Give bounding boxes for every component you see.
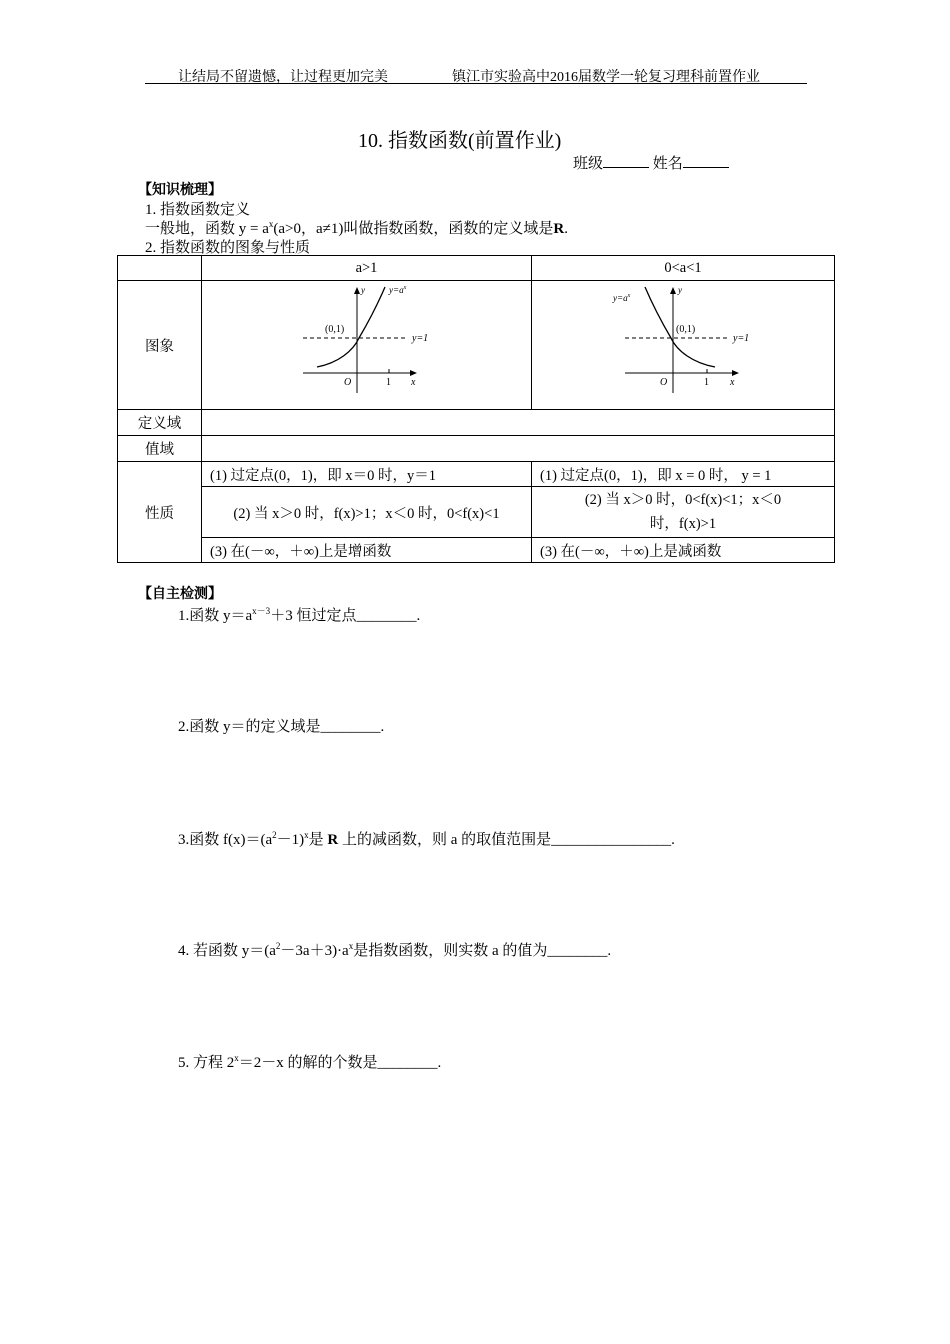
q3-sup1: 2 [272, 830, 277, 840]
line-label: y=1 [732, 333, 749, 344]
question-1 [178, 604, 420, 625]
name-blank[interactable] [683, 153, 729, 168]
q3-mid: －1) [276, 832, 305, 848]
x-axis-label: x [729, 377, 734, 388]
prop1-decreasing: (1) 过定点(0，1)，即 x = 0 时， y = 1 [532, 462, 835, 487]
range-answer-cell[interactable] [202, 436, 835, 462]
point-label: (0,1) [675, 324, 695, 335]
question-5 [178, 1051, 441, 1072]
graph-decreasing-cell [532, 281, 835, 410]
q1-sup: x－3 [252, 606, 271, 616]
def-R: R [553, 221, 565, 237]
q4-post: 是指数函数，则实数 a 的值为________. [353, 943, 612, 959]
name-label: 姓名 [652, 156, 683, 172]
y-arrow [354, 287, 360, 294]
q4-sup2: x [348, 941, 354, 951]
prop2-increasing: (2) 当 x＞0 时，f(x)>1；x＜0 时，0<f(x)<1 [202, 487, 532, 538]
q5-post: ＝2－x 的解的个数是________. [238, 1055, 442, 1071]
row-label-domain: 定义域 [118, 410, 202, 436]
header-right: 镇江市实验高中2016届数学一轮复习理科前置作业 [452, 70, 760, 85]
class-label: 班级 [573, 156, 604, 172]
q3-mid2: 是 [308, 832, 324, 848]
origin-label: O [659, 377, 667, 388]
def-post: (a>0，a≠1)叫做指数函数，函数的定义域是 [273, 221, 554, 237]
curve-label: $y=a^x$ [612, 293, 630, 303]
corner-cell [118, 256, 202, 281]
q1-pre: 1.函数 y＝a [178, 608, 253, 624]
increasing-exponential-graph [203, 281, 531, 404]
definition-title: 1. 指数函数定义 [145, 202, 251, 218]
header-rule [145, 83, 807, 84]
graph-section-title: 2. 指数函数的图象与性质 [145, 240, 311, 256]
def-end: . [564, 221, 568, 237]
q1-post: ＋3 恒过定点________. [270, 608, 421, 624]
decreasing-exponential-graph [533, 281, 834, 404]
properties-table [117, 255, 835, 563]
definition-text [145, 217, 568, 238]
prop3-decreasing: (3) 在(－∞，＋∞)上是减函数 [532, 538, 835, 563]
q5-sup: x [234, 1053, 239, 1063]
domain-answer-cell[interactable] [202, 410, 835, 436]
y-axis-label: y [360, 285, 365, 295]
point-label: (0,1) [324, 324, 344, 335]
col-header-a-lt-1: 0<a<1 [532, 256, 835, 281]
self-check-heading: 【自主检测】 [138, 586, 222, 602]
header-left: 让结局不留遗憾，让过程更加完美 [178, 70, 388, 85]
row-label-range: 值域 [118, 436, 202, 462]
tick-label: 1 [385, 377, 391, 388]
q3-sup2: x [304, 830, 309, 840]
x-arrow [410, 370, 417, 376]
question-3 [178, 828, 675, 849]
line-label: y=1 [411, 333, 428, 344]
page-title: 10. 指数函数(前置作业) [358, 130, 562, 152]
q4-mid: －3a＋3)·a [280, 943, 349, 959]
knowledge-heading: 【知识梳理】 [138, 182, 222, 198]
prop1-increasing: (1) 过定点(0，1)，即 x＝0 时，y＝1 [202, 462, 532, 487]
prop2-decreasing-line2: 时，f(x)>1 [649, 516, 717, 532]
y-arrow [670, 287, 676, 294]
row-label-graph: 图象 [118, 281, 202, 410]
x-arrow [732, 370, 739, 376]
tick-label: 1 [703, 377, 709, 388]
q5-pre: 5. 方程 2 [178, 1055, 235, 1071]
prop3-increasing: (3) 在(－∞，＋∞)上是增函数 [202, 538, 532, 563]
col-header-a-gt-1: a>1 [202, 256, 532, 281]
origin-label: O [343, 377, 351, 388]
question-2: 2.函数 y＝的定义域是________. [178, 719, 385, 735]
curve-label: $y=a^x$ [388, 285, 406, 295]
q4-pre: 4. 若函数 y＝(a [178, 943, 276, 959]
q3-pre: 3.函数 f(x)＝(a [178, 832, 273, 848]
q3-R: R [327, 832, 339, 848]
class-blank[interactable] [603, 153, 649, 168]
prop2-decreasing [532, 487, 835, 538]
x-axis-label: x [410, 377, 415, 388]
row-label-properties: 性质 [118, 462, 202, 563]
question-4 [178, 939, 611, 960]
q4-sup1: 2 [275, 941, 281, 951]
graph-increasing-cell [202, 281, 532, 410]
def-pre: 一般地，函数 y = a [145, 221, 269, 237]
q3-post: 上的减函数，则 a 的取值范围是________________. [342, 832, 675, 848]
student-info [573, 152, 729, 173]
def-sup: x [268, 219, 274, 229]
prop2-decreasing-line1: (2) 当 x＞0 时，0<f(x)<1；x＜0 [584, 492, 782, 508]
y-axis-label: y [677, 285, 682, 295]
